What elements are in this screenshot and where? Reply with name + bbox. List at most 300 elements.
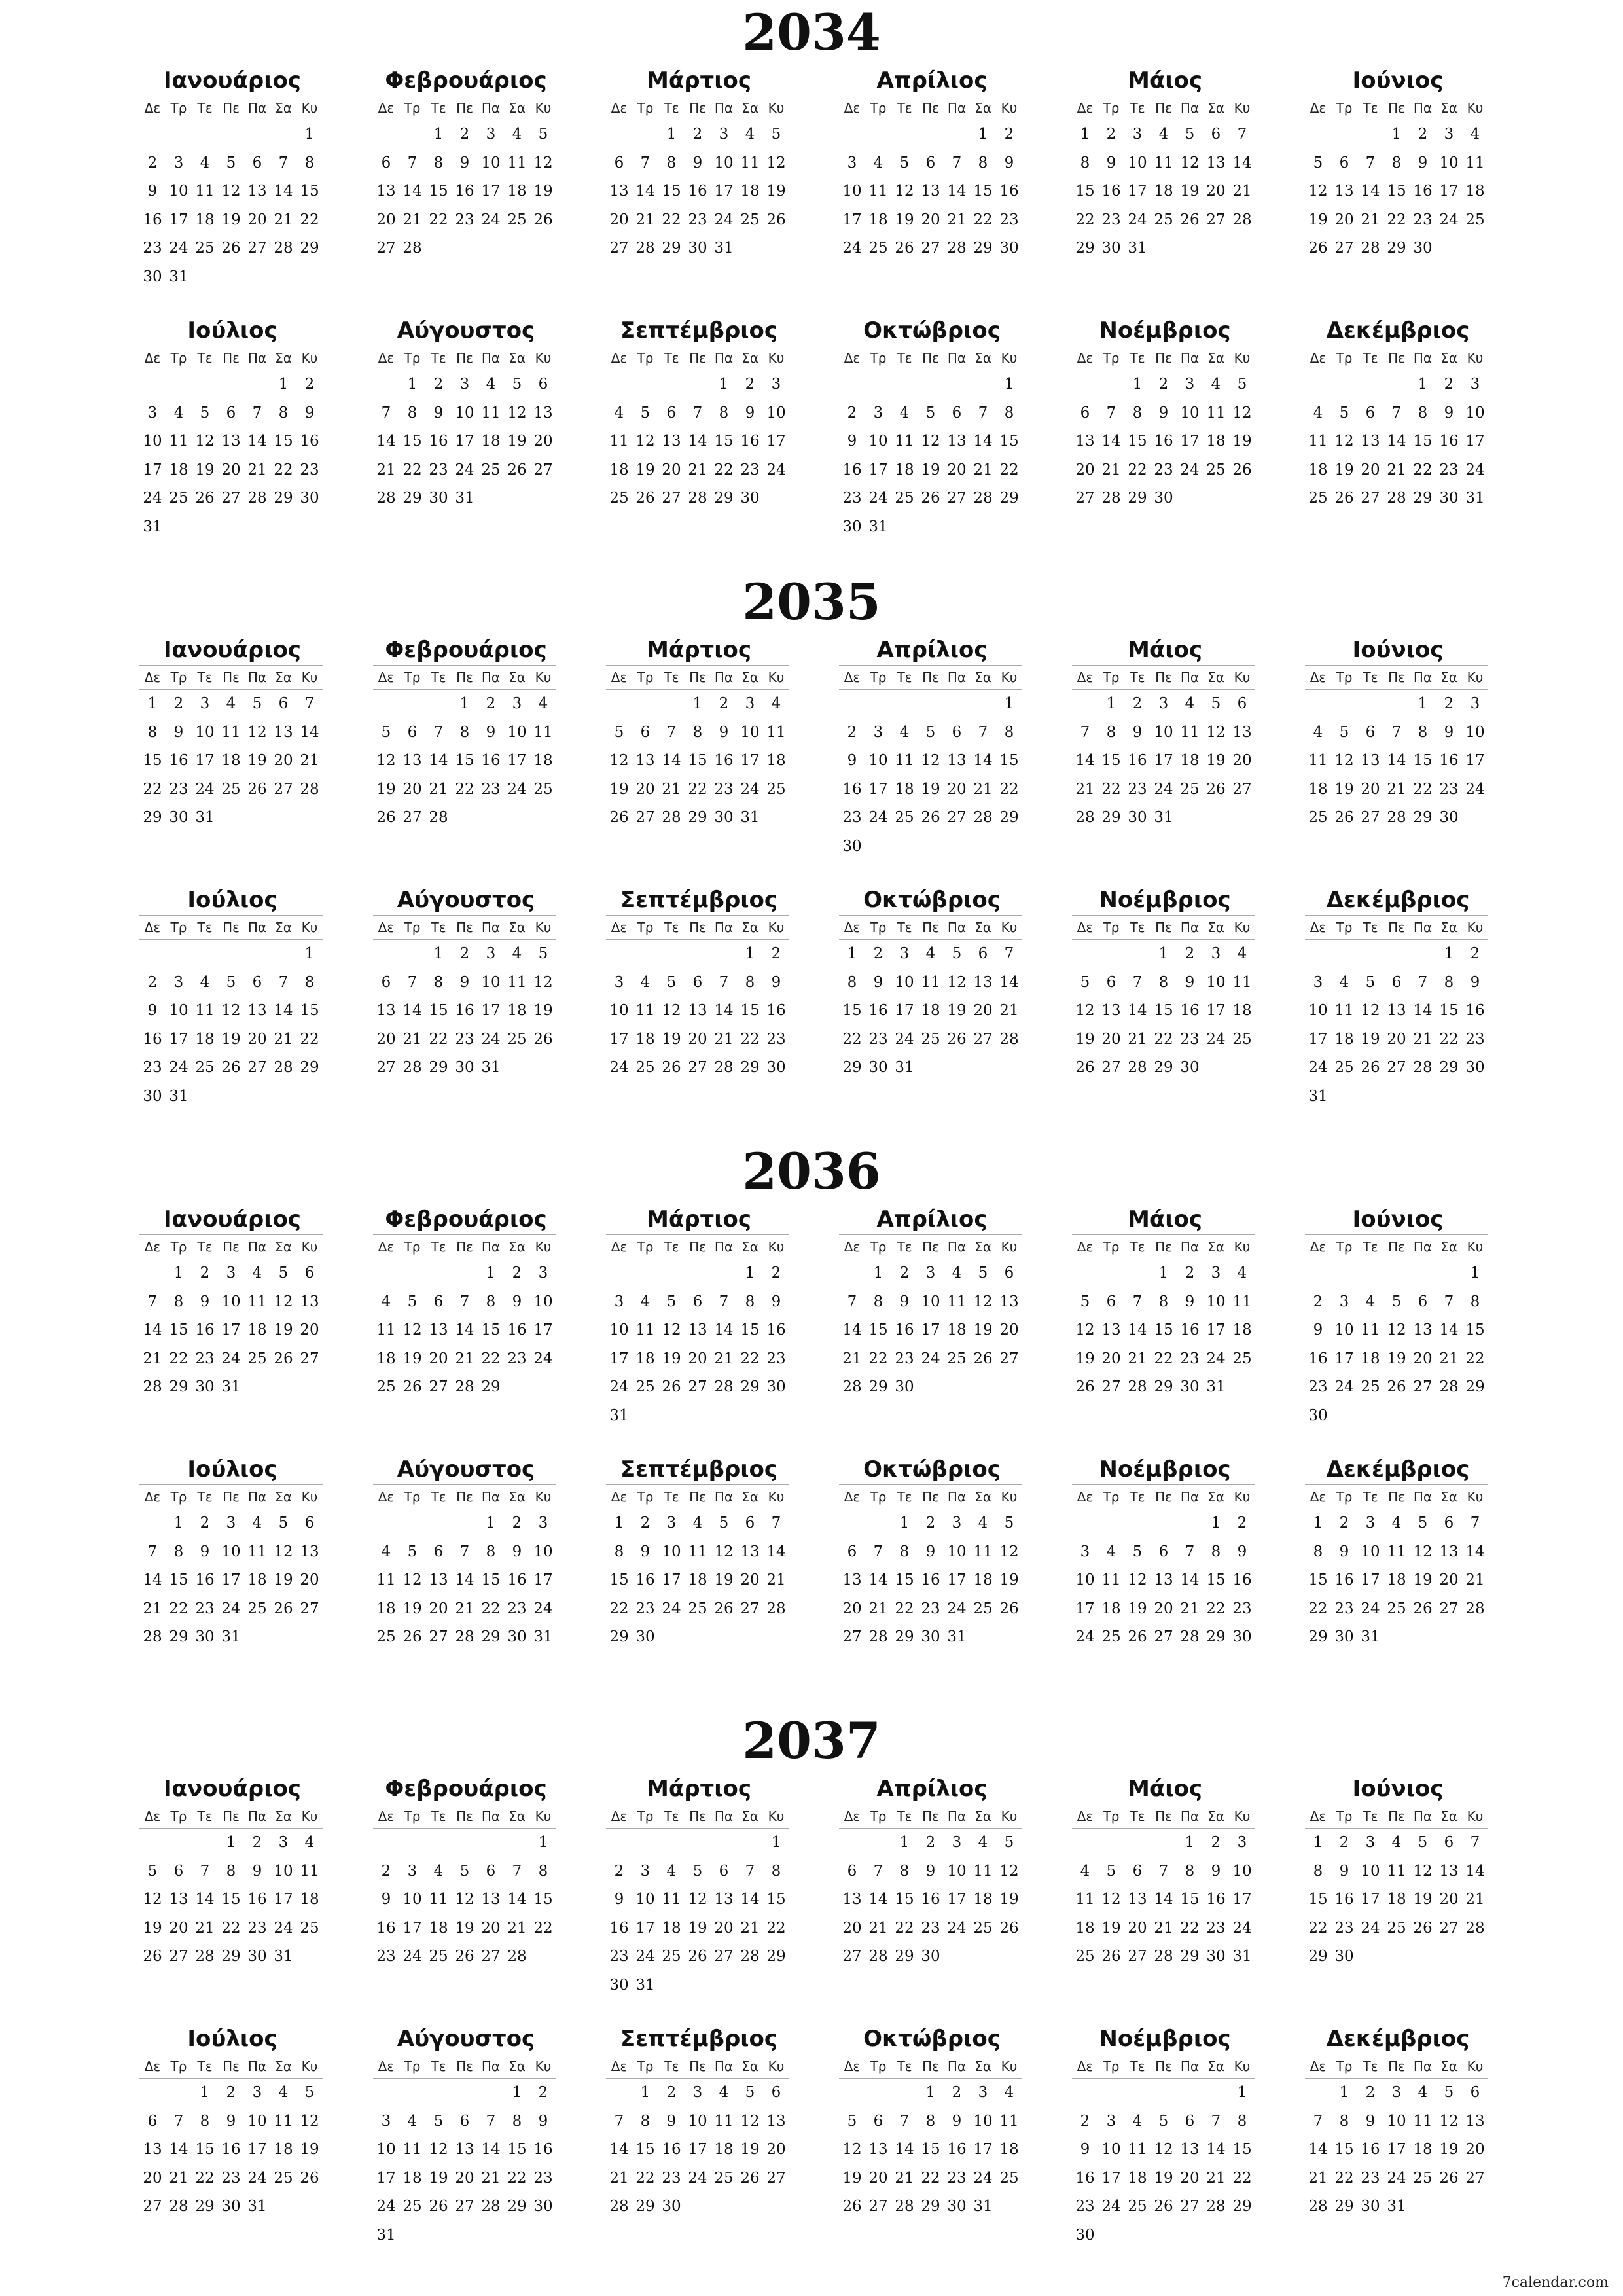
- weekday-header: Δε: [839, 1484, 865, 1509]
- day-cell: 9: [147, 183, 158, 200]
- weekday-header: Πε: [1150, 2054, 1177, 2079]
- day-cell: 10: [1387, 2112, 1406, 2130]
- day-cell: 9: [304, 404, 315, 422]
- day-cell: 19: [143, 1919, 162, 1937]
- day-cell: 22: [688, 780, 707, 798]
- empty-day-cell: [865, 370, 891, 399]
- empty-day-cell: [918, 120, 944, 149]
- weekday-header: Πα: [711, 915, 737, 940]
- day-cell: 31: [740, 809, 760, 826]
- day-cell: 29: [1334, 2198, 1354, 2215]
- day-cell: 6: [226, 404, 236, 422]
- day-cell: 4: [978, 1834, 988, 1851]
- day-cell: 14: [274, 183, 293, 200]
- day-cell: 13: [1206, 154, 1226, 171]
- year-title: 2035: [742, 573, 881, 631]
- weekday-header: Σα: [1436, 665, 1462, 690]
- day-cell: 31: [481, 1059, 501, 1076]
- day-cell: 20: [247, 211, 267, 228]
- day-cell: 4: [1080, 1862, 1090, 1880]
- weekday-header: Κυ: [296, 96, 323, 120]
- weekday-header: Σα: [1436, 1804, 1462, 1829]
- day-cell: 11: [1413, 2112, 1433, 2130]
- day-cell: 3: [1132, 126, 1143, 143]
- day-cell: 1: [719, 376, 729, 393]
- day-cell: 27: [740, 1600, 760, 1617]
- day-cell: 10: [507, 723, 527, 741]
- day-cell: 8: [1004, 723, 1014, 741]
- day-cell: 12: [402, 1571, 422, 1588]
- day-cell: 2: [1313, 1293, 1323, 1310]
- weekday-header: Τε: [192, 1804, 218, 1829]
- month-grid: [1072, 1484, 1258, 1652]
- day-cell: 15: [143, 752, 162, 769]
- day-cell: 17: [1465, 433, 1485, 450]
- month-name: Φεβρουάριος: [385, 1206, 547, 1232]
- day-cell: 4: [1313, 404, 1323, 422]
- day-cell: 17: [274, 1891, 293, 1908]
- day-cell: 14: [842, 1321, 862, 1338]
- weekday-header: Δε: [1072, 665, 1098, 690]
- day-cell: 26: [714, 1600, 734, 1617]
- day-cell: 21: [247, 461, 267, 478]
- day-cell: 30: [247, 1948, 267, 1965]
- day-cell: 30: [455, 1059, 474, 1076]
- day-cell: 15: [895, 1571, 914, 1588]
- day-cell: 2: [719, 695, 729, 712]
- day-cell: 17: [842, 211, 862, 228]
- day-cell: 22: [1413, 780, 1433, 798]
- day-cell: 24: [274, 1919, 293, 1937]
- day-cell: 25: [973, 1600, 993, 1617]
- day-cell: 5: [278, 1515, 289, 1532]
- day-cell: 18: [1154, 183, 1173, 200]
- weekday-header: Τε: [658, 1804, 685, 1829]
- month-grid: [373, 915, 559, 1083]
- day-cell: 5: [1185, 126, 1195, 143]
- day-cell: 19: [1101, 1919, 1121, 1937]
- day-cell: 17: [868, 461, 888, 478]
- day-cell: 15: [1101, 752, 1121, 769]
- day-cell: 8: [899, 1862, 910, 1880]
- day-cell: 20: [481, 1919, 501, 1937]
- day-cell: 29: [481, 1628, 501, 1645]
- weekday-header: Πα: [1410, 1484, 1436, 1509]
- day-cell: 10: [766, 404, 786, 422]
- month-calendar: [1072, 2024, 1258, 2250]
- day-cell: 15: [999, 752, 1019, 769]
- day-cell: 12: [635, 433, 655, 450]
- weekday-header: Τε: [891, 96, 918, 120]
- weekday-header: Τρ: [1098, 1804, 1124, 1829]
- day-cell: 10: [973, 2112, 993, 2130]
- day-cell: 1: [407, 376, 418, 393]
- day-cell: 27: [1361, 490, 1380, 507]
- day-cell: 23: [455, 211, 474, 228]
- weekday-header: Κυ: [763, 1484, 789, 1509]
- day-cell: 20: [1439, 1571, 1459, 1588]
- day-cell: 19: [999, 1891, 1019, 1908]
- year-block: [0, 0, 1623, 563]
- day-cell: 28: [169, 2198, 188, 2215]
- day-cell: 14: [455, 1571, 474, 1588]
- day-cell: 3: [978, 2084, 988, 2101]
- day-cell: 1: [173, 1265, 184, 1282]
- weekday-header: Πε: [218, 915, 244, 940]
- day-cell: 6: [304, 1265, 315, 1282]
- day-cell: 23: [921, 1600, 940, 1617]
- day-cell: 19: [455, 1919, 474, 1937]
- weekday-header: Πα: [711, 96, 737, 120]
- day-cell: 16: [1413, 183, 1433, 200]
- day-cell: 10: [533, 1543, 553, 1560]
- day-cell: 7: [719, 973, 729, 991]
- day-cell: 23: [195, 1600, 215, 1617]
- day-cell: 17: [455, 433, 474, 450]
- day-cell: 2: [1158, 376, 1169, 393]
- weekday-header: Δε: [1072, 346, 1098, 370]
- day-cell: 7: [407, 973, 418, 991]
- day-cell: 13: [1128, 1891, 1147, 1908]
- day-cell: 19: [300, 2141, 319, 2158]
- day-cell: 23: [455, 1030, 474, 1048]
- day-cell: 31: [1387, 2198, 1406, 2215]
- day-cell: 20: [274, 752, 293, 769]
- weekday-header: Τρ: [399, 915, 425, 940]
- day-cell: 1: [226, 1834, 236, 1851]
- day-cell: 22: [1439, 1030, 1459, 1048]
- day-cell: 13: [973, 973, 993, 991]
- weekday-header: Τε: [1124, 1484, 1150, 1509]
- weekday-header: Σα: [1203, 2054, 1229, 2079]
- day-cell: 10: [740, 723, 760, 741]
- day-cell: 1: [538, 1834, 548, 1851]
- day-cell: 6: [459, 2112, 470, 2130]
- day-cell: 29: [1308, 1628, 1328, 1645]
- weekday-header: Πα: [711, 1804, 737, 1829]
- weekday-header: Σα: [270, 915, 296, 940]
- day-cell: 27: [533, 461, 553, 478]
- month-grid: [606, 1804, 792, 2000]
- weekday-header: Πα: [944, 346, 970, 370]
- day-cell: 26: [274, 1600, 293, 1617]
- weekday-header: Σα: [270, 346, 296, 370]
- day-cell: 5: [666, 973, 677, 991]
- weekday-header: Τε: [1124, 915, 1150, 940]
- day-cell: 7: [1470, 1515, 1480, 1532]
- weekday-header: Κυ: [1462, 1484, 1488, 1509]
- empty-day-cell: [606, 1829, 632, 1857]
- weekday-header: Σα: [504, 665, 530, 690]
- month-name: Μάρτιος: [647, 67, 751, 94]
- weekday-header: Κυ: [296, 665, 323, 690]
- day-cell: 26: [143, 1948, 162, 1965]
- weekday-header: Πα: [1410, 915, 1436, 940]
- empty-day-cell: [1098, 2079, 1124, 2108]
- day-cell: 19: [274, 1321, 293, 1338]
- day-cell: 16: [688, 183, 707, 200]
- day-cell: 21: [1206, 2169, 1226, 2187]
- day-cell: 22: [1387, 211, 1406, 228]
- day-cell: 18: [895, 461, 914, 478]
- weekday-header: Τρ: [166, 2054, 192, 2079]
- empty-day-cell: [373, 2079, 399, 2108]
- weekday-header: Κυ: [996, 2054, 1022, 2079]
- month-name: Αύγουστος: [397, 887, 535, 913]
- day-cell: 8: [719, 404, 729, 422]
- day-cell: 15: [1334, 2141, 1354, 2158]
- day-cell: 15: [688, 752, 707, 769]
- month-calendar: [139, 2024, 325, 2221]
- weekday-header: Δε: [139, 1234, 166, 1259]
- month-grid: [139, 1804, 325, 1971]
- day-cell: 21: [195, 1919, 215, 1937]
- day-cell: 19: [1413, 1571, 1433, 1588]
- weekday-header: Τε: [1357, 1234, 1383, 1259]
- day-cell: 20: [247, 1030, 267, 1048]
- day-cell: 16: [481, 752, 501, 769]
- empty-day-cell: [891, 370, 918, 399]
- weekday-header: Τρ: [166, 346, 192, 370]
- day-cell: 14: [740, 1891, 760, 1908]
- day-cell: 4: [226, 695, 236, 712]
- day-cell: 11: [635, 1002, 655, 1019]
- day-cell: 22: [766, 1919, 786, 1937]
- day-cell: 29: [1413, 809, 1433, 826]
- month-name: Ιανουάριος: [164, 67, 301, 94]
- weekday-header: Πε: [218, 1234, 244, 1259]
- empty-day-cell: [1150, 2079, 1177, 2108]
- day-cell: 21: [507, 1919, 527, 1937]
- day-cell: 23: [921, 1919, 940, 1937]
- day-cell: 7: [1080, 723, 1090, 741]
- day-cell: 8: [847, 973, 857, 991]
- day-cell: 20: [1361, 461, 1380, 478]
- day-cell: 24: [1465, 780, 1485, 798]
- day-cell: 6: [1391, 973, 1402, 991]
- day-cell: 10: [1439, 154, 1459, 171]
- day-cell: 5: [952, 945, 962, 962]
- month-calendar: [1305, 2024, 1491, 2221]
- day-cell: 20: [714, 1919, 734, 1937]
- empty-day-cell: [1150, 1829, 1177, 1857]
- day-cell: 21: [274, 211, 293, 228]
- day-cell: 1: [745, 945, 755, 962]
- day-cell: 10: [143, 433, 162, 450]
- day-cell: 9: [873, 973, 883, 991]
- day-cell: 30: [1308, 1407, 1328, 1424]
- day-cell: 2: [226, 2084, 236, 2101]
- weekday-header: Κυ: [1229, 1234, 1255, 1259]
- day-cell: 4: [925, 945, 936, 962]
- day-cell: 6: [381, 154, 391, 171]
- day-cell: 13: [247, 1002, 267, 1019]
- weekday-header: Πα: [244, 1234, 270, 1259]
- day-cell: 6: [1237, 695, 1247, 712]
- day-cell: 17: [169, 1030, 188, 1048]
- day-cell: 2: [1185, 1265, 1195, 1282]
- day-cell: 26: [1334, 809, 1354, 826]
- month-calendar: [1072, 65, 1258, 263]
- month-name: Νοέμβριος: [1099, 887, 1231, 913]
- day-cell: 9: [847, 433, 857, 450]
- day-cell: 1: [433, 945, 444, 962]
- day-cell: 10: [1128, 154, 1147, 171]
- day-cell: 8: [278, 404, 289, 422]
- day-cell: 23: [429, 461, 448, 478]
- day-cell: 22: [300, 1030, 319, 1048]
- weekday-header: Σα: [970, 346, 996, 370]
- day-cell: 25: [1154, 211, 1173, 228]
- weekday-header: Πε: [918, 346, 944, 370]
- day-cell: 3: [771, 376, 781, 393]
- day-cell: 4: [1004, 2084, 1014, 2101]
- day-cell: 11: [1206, 404, 1226, 422]
- month-calendar: [139, 315, 325, 541]
- day-cell: 13: [1075, 433, 1095, 450]
- day-cell: 27: [376, 240, 396, 257]
- day-cell: 31: [868, 518, 888, 535]
- day-cell: 21: [1232, 183, 1252, 200]
- day-cell: 20: [1128, 1919, 1147, 1937]
- day-cell: 31: [1308, 1087, 1328, 1105]
- day-cell: 28: [429, 809, 448, 826]
- day-cell: 21: [766, 1571, 786, 1588]
- empty-day-cell: [711, 940, 737, 969]
- empty-day-cell: [192, 1829, 218, 1857]
- day-cell: 26: [402, 1628, 422, 1645]
- weekday-header: Τρ: [166, 915, 192, 940]
- day-cell: 30: [688, 240, 707, 257]
- day-cell: 22: [169, 1350, 188, 1367]
- day-cell: 13: [714, 1891, 734, 1908]
- day-cell: 4: [666, 1862, 677, 1880]
- month-calendar: [1305, 1204, 1491, 1430]
- day-cell: 3: [692, 2084, 703, 2101]
- weekday-header: Δε: [1305, 1804, 1331, 1829]
- day-cell: 26: [947, 1030, 967, 1048]
- day-cell: 19: [1206, 752, 1226, 769]
- day-cell: 27: [1128, 1948, 1147, 1965]
- weekday-header: Τε: [1124, 346, 1150, 370]
- month-grid: [1305, 1804, 1491, 1971]
- day-cell: 24: [895, 1030, 914, 1048]
- day-cell: 8: [433, 973, 444, 991]
- day-cell: 18: [609, 461, 629, 478]
- day-cell: 29: [1465, 1378, 1485, 1395]
- day-cell: 9: [200, 1543, 210, 1560]
- month-calendar: [839, 1454, 1025, 1652]
- month-grid: [1305, 915, 1491, 1111]
- weekday-header: Πα: [1177, 346, 1203, 370]
- day-cell: 16: [1075, 2169, 1095, 2187]
- day-cell: 2: [1444, 695, 1454, 712]
- weekday-header: Πε: [452, 1484, 478, 1509]
- day-cell: 16: [868, 1002, 888, 1019]
- day-cell: 26: [533, 211, 553, 228]
- day-cell: 3: [173, 973, 184, 991]
- day-cell: 21: [714, 1030, 734, 1048]
- day-cell: 22: [740, 1030, 760, 1048]
- month-calendar: [606, 885, 792, 1083]
- month-grid: [839, 1234, 1025, 1402]
- day-cell: 7: [278, 973, 289, 991]
- weekday-header: Δε: [1072, 915, 1098, 940]
- day-cell: 31: [169, 1087, 188, 1105]
- day-cell: 6: [847, 1862, 857, 1880]
- day-cell: 1: [925, 2084, 936, 2101]
- day-cell: 12: [533, 154, 553, 171]
- weekday-header: Πε: [918, 1804, 944, 1829]
- day-cell: 25: [635, 1059, 655, 1076]
- month-grid: [839, 665, 1025, 861]
- weekday-header: Δε: [606, 1234, 632, 1259]
- day-cell: 9: [771, 973, 781, 991]
- day-cell: 12: [1154, 2141, 1173, 2158]
- day-cell: 4: [771, 695, 781, 712]
- empty-day-cell: [166, 370, 192, 399]
- day-cell: 6: [978, 945, 988, 962]
- day-cell: 13: [429, 1571, 448, 1588]
- day-cell: 10: [195, 723, 215, 741]
- day-cell: 30: [1439, 809, 1459, 826]
- day-cell: 31: [1361, 1628, 1380, 1645]
- day-cell: 16: [195, 1571, 215, 1588]
- day-cell: 1: [1106, 695, 1116, 712]
- day-cell: 12: [533, 973, 553, 991]
- day-cell: 23: [143, 1059, 162, 1076]
- day-cell: 8: [771, 1862, 781, 1880]
- day-cell: 28: [1465, 1919, 1485, 1937]
- day-cell: 30: [169, 809, 188, 826]
- day-cell: 13: [1154, 1571, 1173, 1588]
- day-cell: 2: [1339, 1515, 1349, 1532]
- day-cell: 17: [221, 1571, 241, 1588]
- day-cell: 30: [429, 490, 448, 507]
- day-cell: 25: [1128, 2198, 1147, 2215]
- day-cell: 27: [1413, 1378, 1433, 1395]
- month-calendar: [606, 635, 792, 833]
- day-cell: 12: [662, 1321, 681, 1338]
- day-cell: 6: [1185, 2112, 1195, 2130]
- day-cell: 24: [247, 2169, 267, 2187]
- day-cell: 25: [376, 1378, 396, 1395]
- day-cell: 7: [278, 154, 289, 171]
- day-cell: 18: [1075, 1919, 1095, 1937]
- day-cell: 13: [221, 433, 241, 450]
- day-cell: 17: [947, 1571, 967, 1588]
- day-cell: 6: [433, 1543, 444, 1560]
- day-cell: 16: [1128, 752, 1147, 769]
- weekday-header: Πε: [218, 346, 244, 370]
- month-calendar: [839, 65, 1025, 263]
- day-cell: 5: [692, 1862, 703, 1880]
- empty-day-cell: [970, 690, 996, 719]
- weekday-header: Κυ: [763, 346, 789, 370]
- day-cell: 6: [614, 154, 624, 171]
- weekday-header: Πα: [1410, 346, 1436, 370]
- day-cell: 28: [973, 490, 993, 507]
- day-cell: 23: [143, 240, 162, 257]
- day-cell: 13: [1101, 1002, 1121, 1019]
- day-cell: 1: [1313, 1834, 1323, 1851]
- day-cell: 16: [766, 1002, 786, 1019]
- day-cell: 10: [895, 973, 914, 991]
- day-cell: 31: [195, 809, 215, 826]
- day-cell: 22: [195, 2169, 215, 2187]
- day-cell: 27: [635, 809, 655, 826]
- empty-day-cell: [606, 690, 632, 719]
